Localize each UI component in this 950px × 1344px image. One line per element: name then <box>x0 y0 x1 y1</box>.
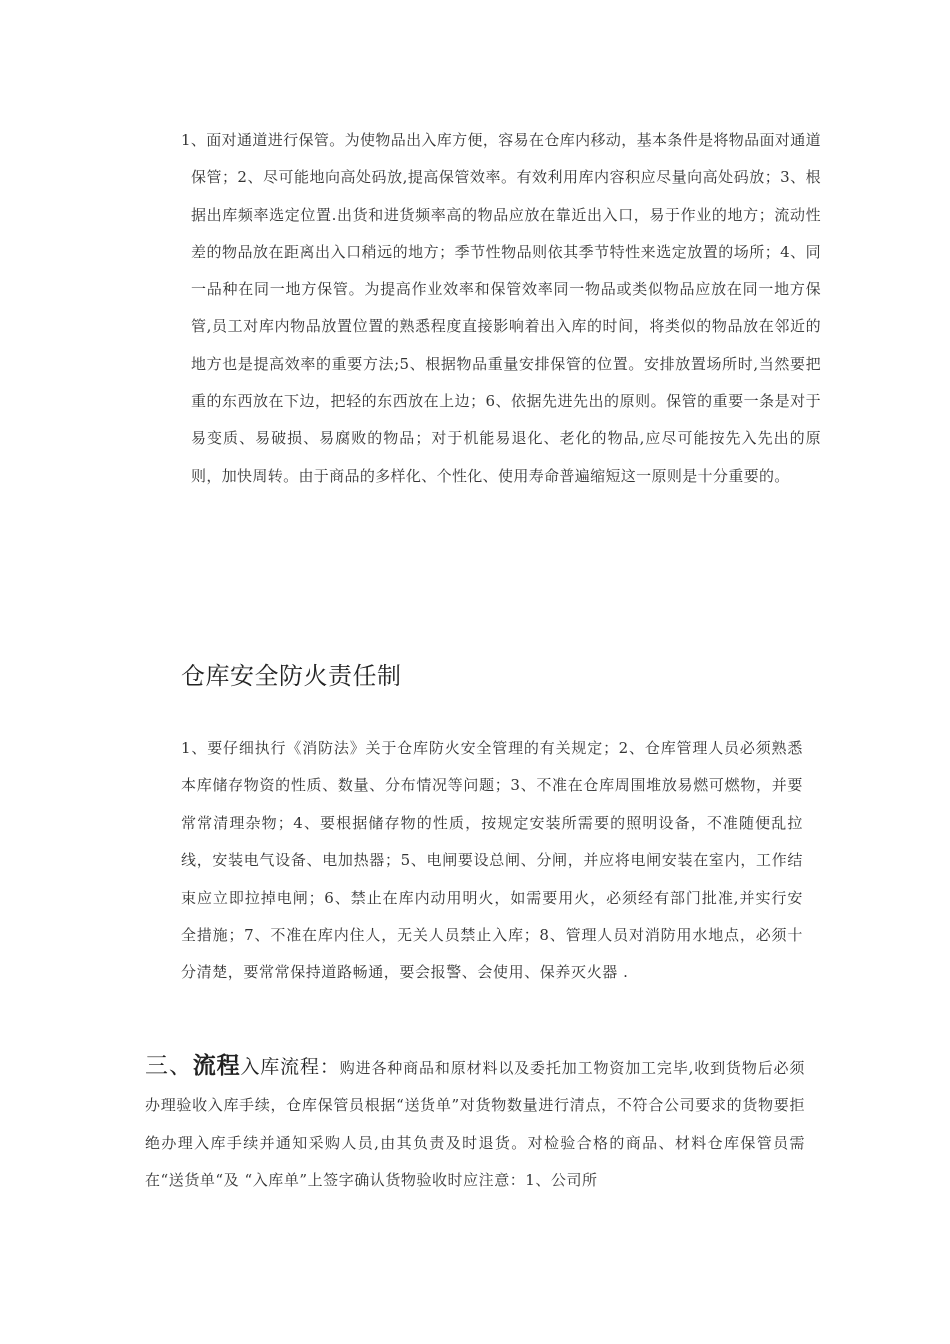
section-subtitle: 入库流程： <box>240 1056 340 1078</box>
fire-safety-heading: 仓库安全防火责任制 <box>181 662 402 690</box>
section-title: 流程 <box>192 1053 241 1079</box>
fire-safety-paragraph: 1、要仔细执行《消防法》关于仓库防火安全管理的有关规定；2、仓库管理人员必须熟悉本库储存物资的性质、数量、分布情况等问题；3、不准在仓库周围堆放易燃可燃物，并要常常清理杂物；4、要根据储存物的性质，按规定安装所需要的照明设备，不准随便乱拉线，安装电气设备、电加热器；5、电闸要设总闸、分闸，并应将电闸安装在室内，工作结束应立即拉掉电闸；6、禁止在库内动用明火，如需要用火，必须经有部门批准,并实行安全措施；7、不准在库内住人，无关人员禁止入库；8、管理人员对消防用水地点，必须十分清楚，要常常保持道路畅通，要会报警、会使用、保养灭火器 . <box>181 739 803 982</box>
storage-principles-paragraph: 1、面对通道进行保管。为使物品出入库方便，容易在仓库内移动，基本条件是将物品面对通道保管；2、尽可能地向高处码放,提高保管效率。有效利用库内容积应尽量向高处码放；3、根据出库频率选定位置.出货和进货频率高的物品应放在靠近出入口，易于作业的地方；流动性差的物品放在距离出入口稍远的地方；季节性物品则依其季节特性来选定放置的场所；4、同一品种在同一地方保管。为提高作业效率和保管效率同一物品或类似物品应放在同一地方保管,员工对库内物品放置位置的熟悉程度直接影响着出入库的时间，将类似的物品放在邻近的地方也是提高效率的重要方法;5、根据物品重量安排保管的位置。安排放置场所时,当然要把重的东西放在下边，把轻的东西放在上边；6、依据先进先出的原则。保管的重要一条是对于易变质、易破损、易腐败的物品；对于机能易退化、老化的物品,应尽可能按先入先出的原则，加快周转。由于商品的多样化、个性化、使用寿命普遍缩短这一原则是十分重要的。 <box>181 131 821 485</box>
process-section <box>145 1048 805 1200</box>
section-number: 三、 <box>145 1053 193 1079</box>
process-paragraph: 购进各种商品和原材料以及委托加工物资加工完毕,收到货物后必须办理验收入库手续，仓库保管员根据“送货单”对货物数量进行清点，不符合公司要求的货物要拒绝办理入库手续并通知采购人员,由其负责及时退货。对检验合格的商品、材料仓库保管员需在“送货单“及 “入库单”上签字确认货物验收时应注意：1、公司所 <box>145 1059 805 1190</box>
